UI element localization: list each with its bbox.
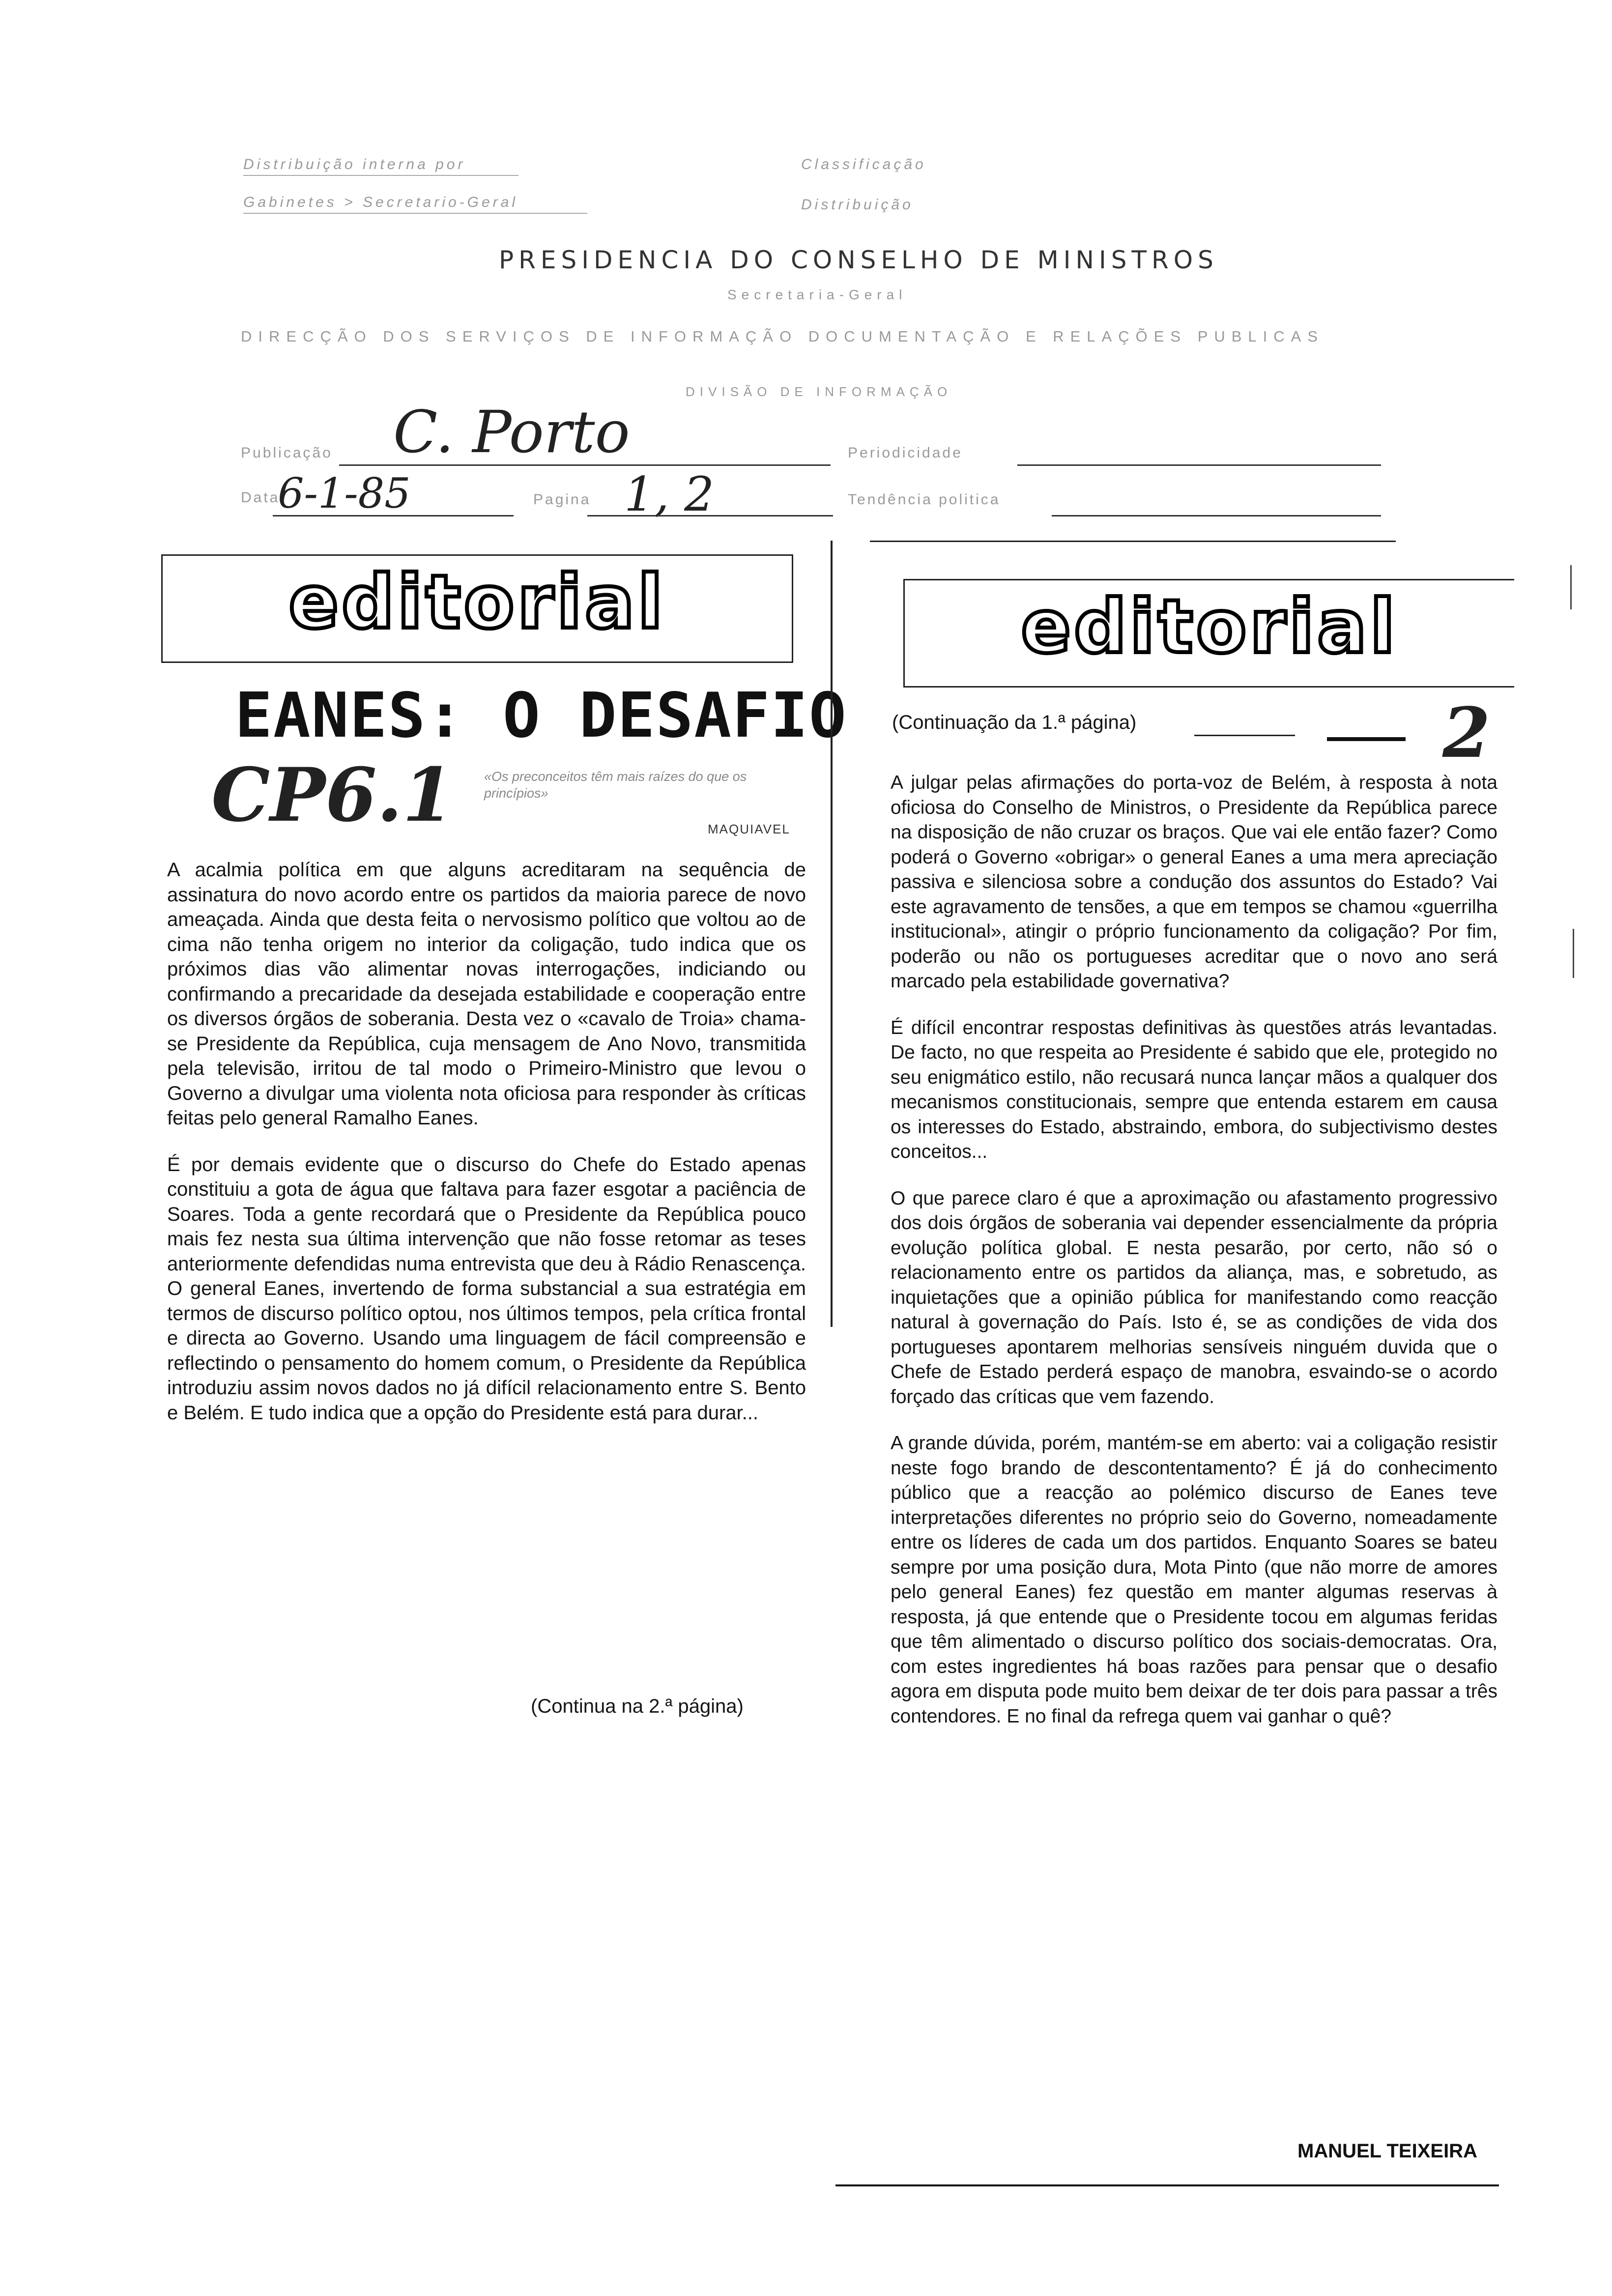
date-value: 6-1-85 (278, 469, 411, 517)
continuation-rule (1194, 735, 1295, 736)
internal-distribution-recipient: Gabinetes > Secretario-Geral (243, 194, 518, 210)
page-mark-dash (1327, 737, 1406, 741)
page-value: 1, 2 (624, 467, 715, 522)
internal-distribution-underline (243, 175, 518, 176)
right-paragraph-3: O que parece claro é que a aproximação ou afastamento progressivo dos dois órgãos de soberania vai depender essencialmente da própria evolução política global. E nesta pesarão, por certo, não só o relacionamento entre os partidos da aliança, mas, e sobretudo, as inquietações que a opinião pública for manifestando como reacção natural à governação do País. Isto é, se as condições de vida dos portugueses apontarem melhorias sensíveis ninguém duvida que o Chefe de Estado perderá espaço de manobra, esvaindo-se o acordo forçado das críticas que vem fazendo. (891, 1187, 1497, 1407)
page-label: Pagina (533, 491, 591, 508)
periodicity-line (1017, 464, 1381, 466)
tendency-label: Tendência politica (848, 491, 1001, 508)
division-line: DIVISÃO DE INFORMAÇÃO (686, 384, 952, 399)
publication-value: C. Porto (393, 398, 630, 466)
periodicity-label: Periodicidade (848, 445, 963, 461)
epigraph: «Os preconceitos têm mais raízes do que os princípios» (484, 769, 747, 801)
continued-note: (Continua na 2.ª página) (531, 1695, 744, 1717)
right-masthead-box (903, 579, 1514, 688)
right-paragraph-2: É difícil encontrar respostas definitivas às questões atrás levantadas. De facto, no que respeita ao Presidente é sabido que ele, protegido no seu enigmático estilo, não recusará nunca lançar mãos a qualquer dos mecanismos constitucionais, sempre que entenda estarem em causa os interesses do Estado, abstraindo, embora, do subjectivismo destes conceitos... (891, 1017, 1497, 1162)
tendency-line (1052, 515, 1381, 517)
bottom-rule (835, 2184, 1499, 2186)
continuation-note: (Continuação da 1.ª página) (892, 712, 1137, 733)
classification-label: Classificação (801, 156, 926, 172)
right-top-rule (870, 541, 1396, 542)
document-title: PRESIDENCIA DO CONSELHO DE MINISTROS (499, 246, 1218, 274)
direction-line: DIRECÇÃO DOS SERVIÇOS DE INFORMAÇÃO DOCUMENTAÇÃO E RELAÇÕES PUBLICAS (241, 328, 1324, 345)
left-paragraph-1: A acalmia política em que alguns acreditaram na sequência de assinatura do novo acordo entre os partidos da maioria parece de novo ameaçada. Ainda que desta feita o nervosismo político que voltou ao de cima não tenha origem no interior da coligação, tudo indica que os próximos dias vão alimentar novas interrogações, indiciando ou confirmando a precaridade da desejada estabilidade e cooperação entre os diversos órgãos de soberania. Desta vez o «cavalo de Troia» chama-se Presidente da República, cuja mensagem de Ano Novo, transmitida pela televisão, irritou de tal modo o Primeiro-Ministro que levou o Governo a divulgar uma violenta nota oficiosa para responder às críticas feitas pelo general Ramalho Eanes. (167, 859, 806, 1129)
right-paragraph-1: A julgar pelas afirmações do porta-voz de Belém, à resposta à nota oficiosa do Conselho de Ministros, o Presidente da República parece na disposição de não cruzar os braços. Que vai ele então fazer? Como poderá o Governo «obrigar» o general Eanes a uma mera apreciação passiva e silenciosa sobre a condução dos assuntos do Estado? Vai este agravamento de tensões, a que em tempos se chamou «guerrilha institucional», atingir o próprio funcionamento da coligação? Por fim, poderão ou não os portugueses acreditar que o novo ano será marcado pela estabilidade governativa? (891, 772, 1497, 992)
page-mark: 2 (1442, 693, 1491, 774)
margin-mark (1570, 565, 1572, 609)
left-masthead: editorial (288, 560, 666, 645)
author-signature: MANUEL TEIXEIRA (1297, 2140, 1477, 2162)
distribution-label: Distribuição (801, 197, 914, 213)
date-line (273, 515, 514, 517)
handwritten-code: CP6.1 (211, 752, 454, 838)
margin-mark-2 (1573, 929, 1574, 978)
right-paragraph-4: A grande dúvida, porém, mantém-se em aberto: vai a coligação resistir neste fogo brando de descontentamento? É já do conhecimento público que a reacção ao polémico discurso de Eanes teve interpretações diferentes no próprio seio do Governo, nomeadamente entre os líderes de cada um dos partidos. Enquanto Soares se bateu sempre por uma posição dura, Mota Pinto (que não morre de amores pelo general Eanes) fez questão em manter algumas reservas à resposta, já que entende que o Presidente tocou em algumas feridas que têm alimentado o discurso político dos sociais-democratas. Ora, com estes ingredientes há boas razões para pensar que o desafio agora em disputa pode muito bem deixar de ter dois para passar a três contendores. E no final da refrega quem vai ganhar o quê? (891, 1433, 1497, 1727)
column-divider (831, 541, 833, 1327)
left-article-body (167, 858, 806, 1447)
page-line (587, 515, 833, 517)
right-masthead: editorial (1021, 584, 1398, 670)
epigraph-author: MAQUIAVEL (708, 822, 790, 836)
date-label: Data (241, 489, 280, 506)
left-masthead-box (161, 554, 793, 663)
left-paragraph-2: É por demais evidente que o discurso do Chefe do Estado apenas constituiu a gota de água que faltava para fazer esgotar a paciência de Soares. Toda a gente recordará que o Presidente da República pouco mais fez nesta sua última intervenção que não fosse retomar as teses anteriormente defendidas numa entrevista que deu à Rádio Renascença. O general Eanes, invertendo de forma substancial a sua estratégia em termos de discurso político optou, nos últimos tempos, pela crítica frontal e directa ao Governo. Usando uma linguagem de fácil compreensão e reflectindo o pensamento do homem comum, o Presidente da República introduziu assim novos dados no já difícil relacionamento entre S. Bento e Belém. E tudo indica que a opção do Presidente está para durar... (167, 1153, 806, 1424)
publication-label: Publicação (241, 445, 333, 461)
document-subtitle: Secretaria-Geral (727, 287, 907, 302)
internal-distribution-label: Distribuição interna por (243, 156, 466, 172)
article-headline: EANES: O DESAFIO (235, 679, 847, 751)
recipient-underline (243, 213, 587, 214)
publication-line (339, 464, 831, 466)
right-article-body (891, 771, 1497, 1751)
